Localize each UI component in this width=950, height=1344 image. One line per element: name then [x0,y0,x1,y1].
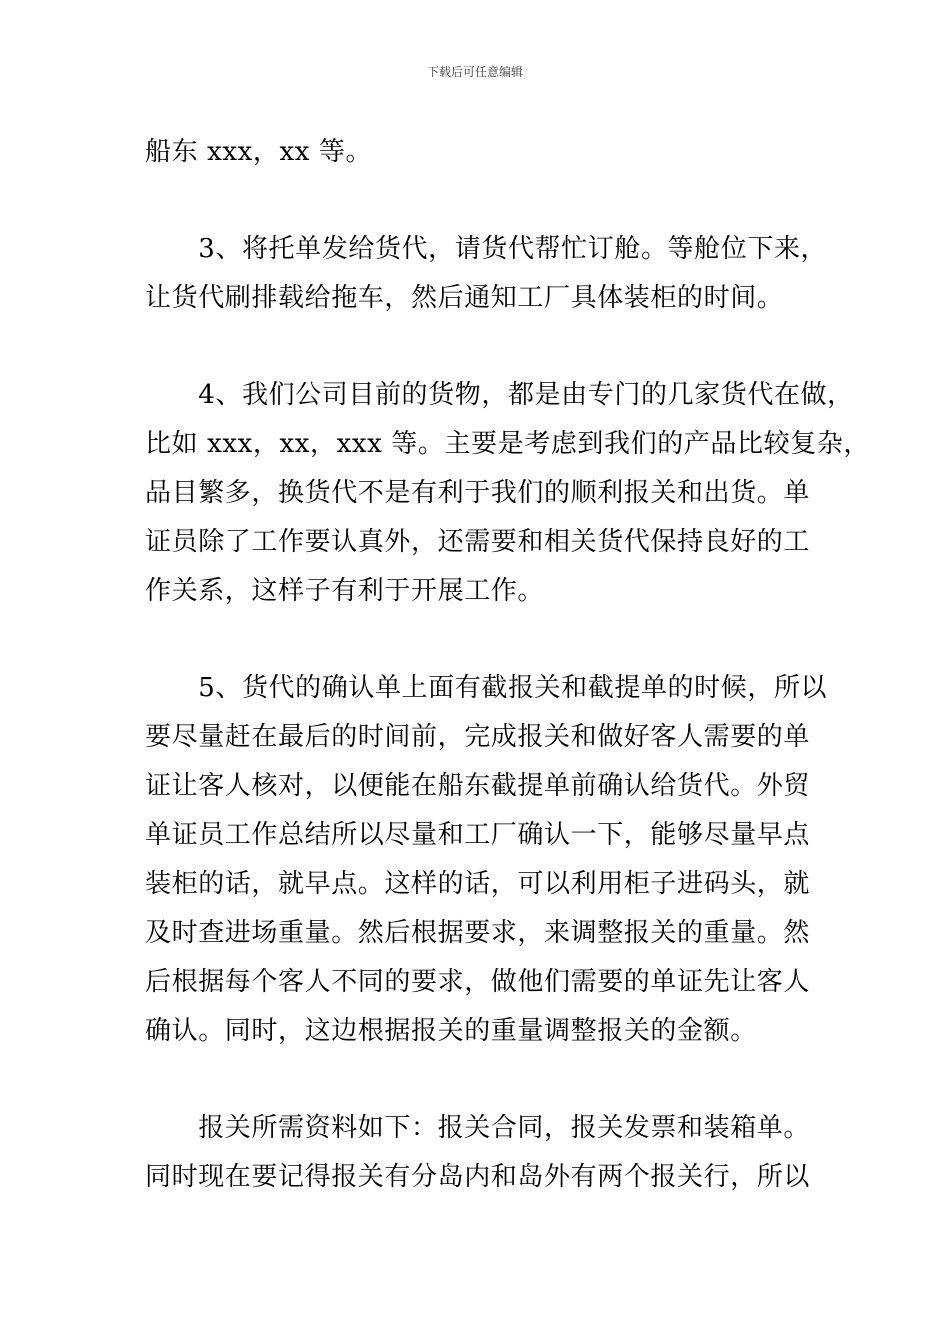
text-line: 及时查进场重量。然后根据要求，来调整报关的重量。然 [145,918,811,948]
text-line: 同时现在要记得报关有分岛内和岛外有两个报关行，所以 [145,1162,811,1192]
text-line: 船东 xxx，xx 等。 [145,137,373,167]
text-line: 要尽量赶在最后的时间前，完成报关和做好客人需要的单 [145,722,811,752]
paragraph-3 [145,371,871,616]
paragraph-4 [145,664,828,1056]
text-line: 5、货代的确认单上面有截报关和截提单的时候，所以 [145,673,828,703]
text-line: 4、我们公司目前的货物，都是由专门的几家货代在做， [145,380,854,410]
page-header: 下载后可任意编辑 [426,65,523,79]
paragraph-1 [145,128,825,177]
text-line: 后根据每个客人不同的要求，做他们需要的单证先让客人 [145,967,811,997]
text-line: 装柜的话，就早点。这样的话，可以利用柜子进码头，就 [145,869,811,899]
paragraph-gap [145,177,825,225]
paragraph-gap [145,1056,825,1104]
text-line: 作关系，这样子有利于开展工作。 [145,576,545,606]
document-body [145,128,871,1202]
paragraph-2 [145,225,828,323]
paragraph-gap [145,323,825,371]
text-line: 确认。同时，这边根据报关的重量调整报关的金额。 [145,1016,757,1046]
text-line: 证员除了工作要认真外，还需要和相关货代保持良好的工 [145,527,811,557]
text-line: 单证员工作总结所以尽量和工厂确认一下，能够尽量早点 [145,820,811,850]
text-line: 品目繁多，换货代不是有利于我们的顺利报关和出货。单 [145,478,811,508]
text-line: 报关所需资料如下：报关合同，报关发票和装箱单。 [145,1113,811,1143]
text-line: 3、将托单发给货代，请货代帮忙订舱。等舱位下来， [145,234,828,264]
paragraph-5 [145,1104,825,1202]
text-line: 让货代刷排载给拖车，然后通知工厂具体装柜的时间。 [145,283,784,313]
text-line: 比如 xxx，xx，xxx 等。主要是考虑到我们的产品比较复杂， [145,429,871,459]
text-line: 证让客人核对，以便能在船东截提单前确认给货代。外贸 [145,771,811,801]
paragraph-gap [145,616,825,664]
